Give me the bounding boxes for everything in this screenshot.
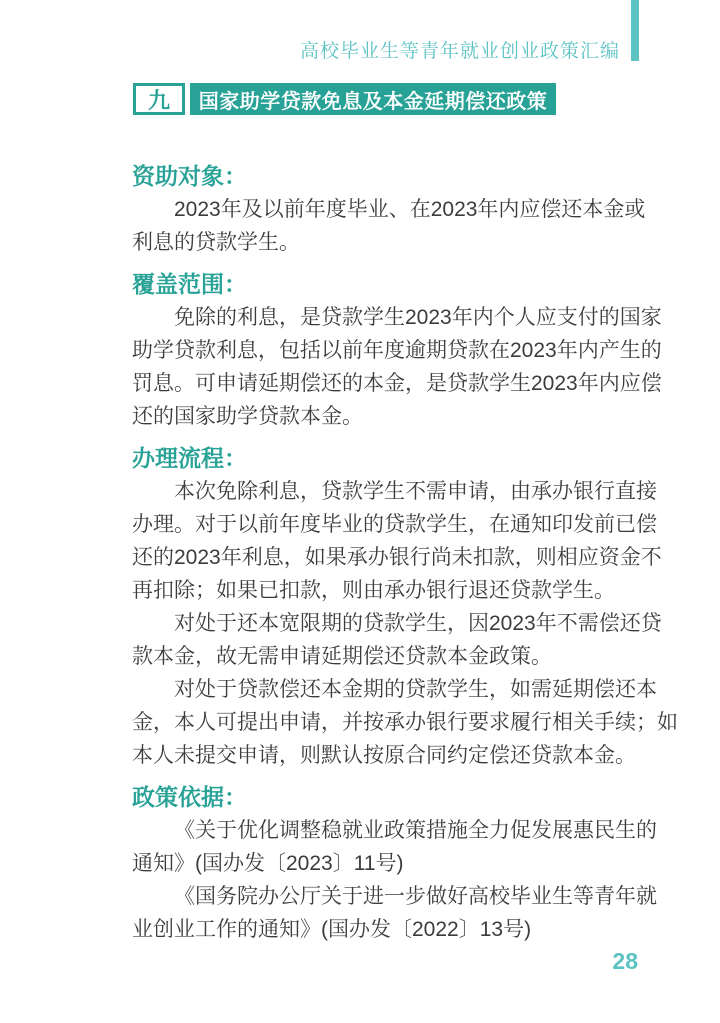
text-line: 2023年及以前年度毕业、在2023年内应偿还本金或 bbox=[174, 198, 646, 221]
header-accent-bar bbox=[631, 0, 639, 61]
text-line: 《国务院办公厅关于进一步做好高校毕业生等青年就 bbox=[174, 885, 657, 908]
text-line: 罚息。可申请延期偿还的本金，是贷款学生2023年内应偿 bbox=[132, 372, 662, 395]
text-line: 对处于贷款偿还本金期的贷款学生，如需延期偿还本 bbox=[174, 678, 657, 701]
section-funding-target bbox=[132, 160, 646, 259]
text-line: 还的国家助学贷款本金。 bbox=[132, 405, 363, 428]
section-policy-basis bbox=[132, 781, 657, 946]
page-number: 28 bbox=[612, 948, 638, 974]
text-line: 《关于优化调整稳就业政策措施全力促发展惠民生的 bbox=[174, 819, 657, 842]
section-coverage-scope bbox=[132, 268, 662, 433]
text-line: 本次免除利息，贷款学生不需申请，由承办银行直接 bbox=[174, 480, 657, 503]
text-line: 通知》(国办发〔2023〕11号) bbox=[132, 852, 404, 875]
section-handling-process bbox=[132, 442, 678, 772]
section-heading: 办理流程： bbox=[132, 445, 247, 471]
text-line: 助学贷款利息，包括以前年度逾期贷款在2023年内产生的 bbox=[132, 339, 662, 362]
section-header bbox=[133, 83, 556, 115]
text-line: 免除的利息，是贷款学生2023年内个人应支付的国家 bbox=[174, 306, 662, 329]
text-line: 款本金，故无需申请延期偿还贷款本金政策。 bbox=[132, 645, 552, 668]
text-line: 业创业工作的通知》(国办发〔2022〕13号) bbox=[132, 918, 532, 941]
text-line: 还的2023年利息，如果承办银行尚未扣款，则相应资金不 bbox=[132, 546, 662, 569]
section-number-badge: 九 bbox=[133, 83, 185, 115]
text-line: 利息的贷款学生。 bbox=[132, 231, 300, 254]
text-line: 本人未提交申请，则默认按原合同约定偿还贷款本金。 bbox=[132, 744, 636, 767]
text-line: 再扣除；如果已扣款，则由承办银行退还贷款学生。 bbox=[132, 579, 615, 602]
text-line: 金，本人可提出申请，并按承办银行要求履行相关手续；如 bbox=[132, 711, 678, 734]
document-body bbox=[132, 160, 678, 946]
section-heading: 资助对象： bbox=[132, 163, 247, 189]
text-line: 办理。对于以前年度毕业的贷款学生，在通知印发前已偿 bbox=[132, 513, 657, 536]
booklet-title: 高校毕业生等青年就业创业政策汇编 bbox=[299, 41, 620, 62]
section-title-banner: 国家助学贷款免息及本金延期偿还政策 bbox=[190, 83, 556, 115]
section-heading: 覆盖范围： bbox=[132, 271, 247, 297]
text-line: 对处于还本宽限期的贷款学生，因2023年不需偿还贷 bbox=[174, 612, 662, 635]
section-heading: 政策依据： bbox=[132, 784, 247, 810]
